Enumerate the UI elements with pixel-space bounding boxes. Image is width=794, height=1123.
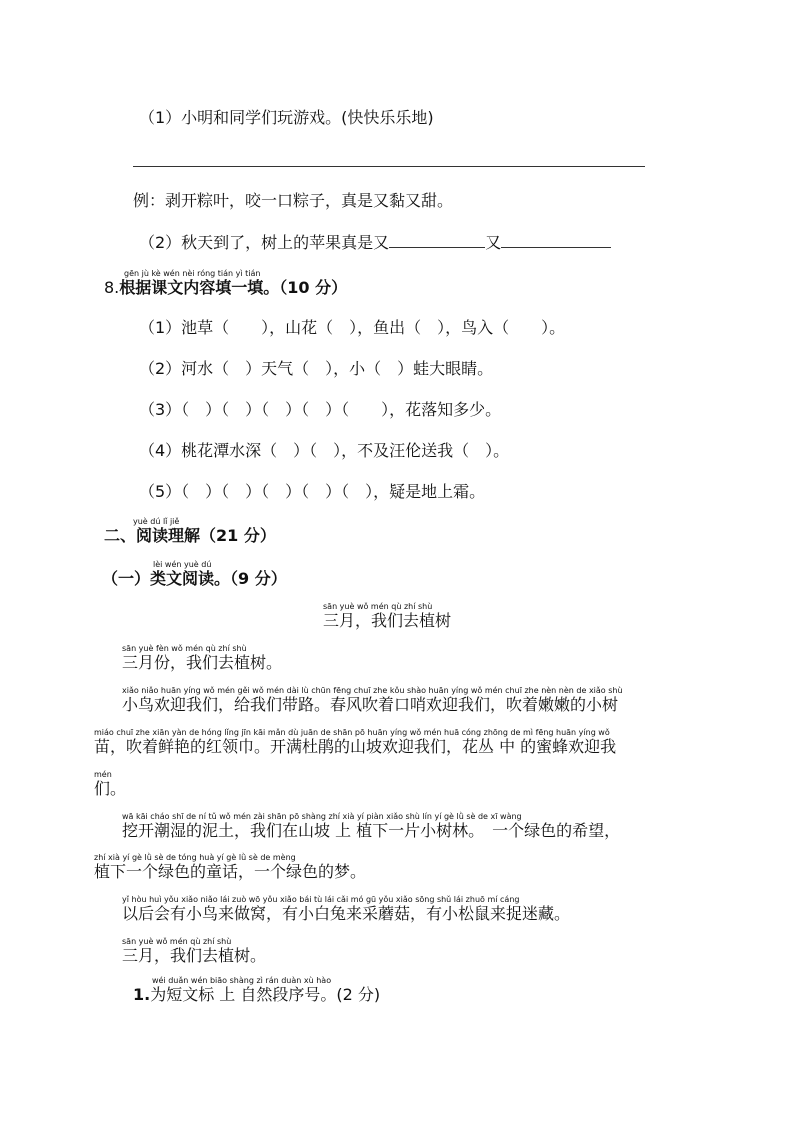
section2-pinyin: yuè dú lǐ jiě: [133, 517, 180, 526]
part1-title: 类文阅读。（9 分）: [150, 569, 287, 588]
q7-item-2: [139, 233, 611, 253]
q7-answer-line[interactable]: [133, 166, 645, 167]
q7-item-2-mid: 又: [485, 233, 502, 252]
passage-title-pinyin: sān yuè wǒ mén qù zhí shù: [323, 602, 433, 611]
q8-pinyin: gēn jù kè wén nèi róng tián yì tián: [124, 269, 261, 278]
q7-item-1: （1）小明和同学们玩游戏。(快快乐乐地): [139, 108, 434, 127]
q8-item-3: （3）（ ）（ ）（ ）（ ）（ ），花落知多少。: [139, 400, 502, 419]
passage-line-6: 植下一个绿色的童话，一个绿色的梦。: [94, 862, 367, 881]
passage-line-3-pinyin: miáo chuī zhe xiān yàn de hóng lǐng jīn kāi mǎn dù juān de shān pō huān yíng wǒ mén huā cóng zhōng de mì fēng huān yíng wǒ: [94, 728, 610, 737]
q8-heading: [104, 278, 347, 298]
q7-item-2-prefix: （2）秋天到了，树上的苹果真是又: [139, 233, 390, 252]
part1-pinyin: lèi wén yuè dú: [153, 560, 212, 569]
passage-line-2-pinyin: xiǎo niǎo huān yíng wǒ mén gěi wǒ mén dài lù chūn fēng chuī zhe kǒu shào huān yíng wǒ mén chuī zhe nèn nèn de xiǎo shù: [122, 686, 623, 695]
passage-title: 三月，我们去植树: [323, 611, 452, 630]
section2-title: 阅读理解（21 分）: [136, 526, 276, 545]
passage-line-5-pinyin: wā kāi cháo shī de ní tǔ wǒ mén zài shān pō shàng zhí xià yí piàn xiǎo shù lín yí gè lǜ sè de xī wàng: [122, 812, 522, 821]
passage-line-1-pinyin: sān yuè fèn wǒ mén qù zhí shù: [122, 644, 247, 653]
section2-prefix: 二、: [104, 526, 137, 545]
passage-line-8: 三月，我们去植树。: [122, 946, 267, 965]
passage-line-1: 三月份，我们去植树。: [122, 653, 283, 672]
passage-line-5: 挖开潮湿的泥土，我们在山坡 上 植下一片小树林。 一个绿色的希望，: [122, 821, 621, 840]
passage-line-8-pinyin: sān yuè wǒ mén qù zhí shù: [122, 937, 232, 946]
q7-example: 例：剥开粽叶，咬一口粽子，真是又黏又甜。: [133, 191, 454, 210]
q8-item-5: （5）（ ）（ ）（ ）（ ）（ ），疑是地上霜。: [139, 482, 486, 501]
sub-q1-number: 1.: [133, 985, 151, 1004]
passage-line-7-pinyin: yǐ hòu huì yǒu xiǎo niǎo lái zuò wō yǒu xiǎo bái tù lái cǎi mó gū yǒu xiǎo sōng shǔ lái zhuō mí cáng: [122, 895, 520, 904]
passage-line-6-pinyin: zhí xià yí gè lǜ sè de tóng huà yí gè lǜ sè de mèng: [94, 853, 296, 862]
q7-blank-1[interactable]: [389, 233, 485, 248]
section2-heading: [104, 526, 276, 546]
q8-title: 根据课文内容填一填。（10 分）: [119, 278, 348, 297]
passage-line-3: 苗，吹着鲜艳的红领巾。开满杜鹃的山坡欢迎我们，花丛 中 的蜜蜂欢迎我: [94, 737, 617, 756]
part1-heading: [102, 569, 287, 589]
part1-label: （一）: [102, 569, 151, 588]
passage-line-2: 小鸟欢迎我们，给我们带路。春风吹着口哨欢迎我们，吹着嫩嫩的小树: [122, 695, 619, 714]
passage-line-7: 以后会有小鸟来做窝，有小白兔来采蘑菇，有小松鼠来捉迷藏。: [122, 904, 571, 923]
q8-number: 8.: [104, 278, 120, 297]
sub-q1-text: 为短文标 上 自然段序号。(2 分): [150, 985, 381, 1004]
passage-line-4: 们。: [94, 779, 127, 798]
sub-q1: [133, 985, 380, 1005]
q8-item-4: （4）桃花潭水深（ ）（ ），不及汪伦送我（ ）。: [139, 441, 510, 460]
sub-q1-pinyin: wéi duǎn wén biāo shàng zì rán duàn xù hào: [152, 976, 332, 985]
q8-item-1: （1）池草（ ），山花（ ），鱼出（ ），鸟入（ ）。: [139, 318, 566, 337]
passage-line-4-pinyin: mén: [94, 770, 112, 779]
q8-item-2: （2）河水（ ）天气（ ），小（ ）蛙大眼睛。: [139, 359, 494, 378]
q7-blank-2[interactable]: [501, 233, 611, 248]
